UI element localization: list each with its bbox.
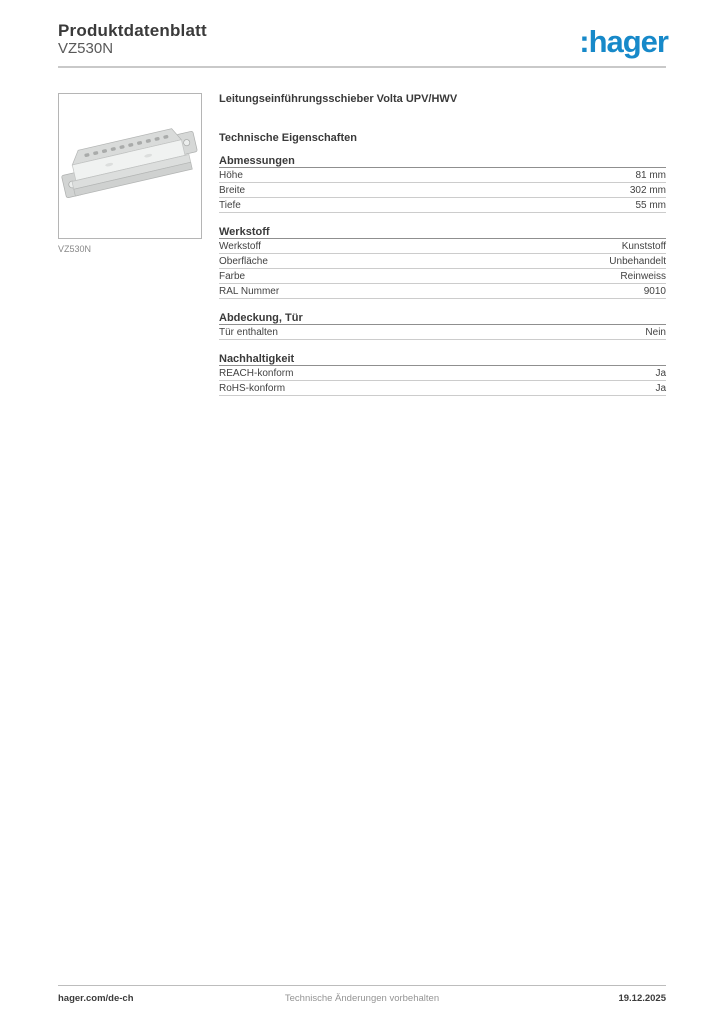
spec-value: 9010 [643, 285, 666, 297]
table-row [219, 284, 666, 299]
table-row [219, 269, 666, 284]
spec-section [219, 354, 666, 396]
spec-label: Werkstoff [219, 240, 261, 252]
product-image-frame [58, 93, 202, 239]
section-rows [219, 366, 666, 396]
spec-value: Kunststoff [621, 240, 666, 252]
product-title: Leitungseinführungsschieber Volta UPV/HWV [219, 93, 458, 105]
table-row [219, 198, 666, 213]
table-row [219, 239, 666, 254]
spec-value: 55 mm [635, 199, 666, 211]
section-rows [219, 325, 666, 340]
tech-properties-heading: Technische Eigenschaften [219, 132, 357, 144]
table-row [219, 325, 666, 340]
table-row [219, 366, 666, 381]
hager-logo: :hager [579, 24, 668, 59]
spec-label: Breite [219, 184, 246, 196]
spec-value: Ja [655, 367, 666, 379]
spec-section [219, 156, 666, 213]
footer-divider [58, 985, 666, 986]
section-title: Abdeckung, Tür [219, 313, 666, 325]
section-title: Werkstoff [219, 227, 666, 239]
spec-column [219, 93, 666, 396]
spec-section [219, 313, 666, 340]
product-photo-icon [60, 104, 200, 224]
spec-sections [219, 156, 666, 396]
header-divider [58, 66, 666, 68]
spec-value: Reinweiss [620, 270, 666, 282]
spec-label: Oberfläche [219, 255, 268, 267]
footer-website-link[interactable]: hager.com/de-ch [58, 993, 134, 1004]
spec-section [219, 227, 666, 299]
section-title: Nachhaltigkeit [219, 354, 666, 366]
table-row [219, 254, 666, 269]
table-row [219, 381, 666, 396]
spec-label: Höhe [219, 169, 243, 181]
doc-type-title: Produktdatenblatt [58, 21, 207, 40]
section-rows [219, 239, 666, 299]
section-title: Abmessungen [219, 156, 666, 168]
spec-label: RoHS-konform [219, 382, 286, 394]
section-rows [219, 168, 666, 213]
footer-notice: Technische Änderungen vorbehalten [284, 993, 440, 1004]
spec-value: Ja [655, 382, 666, 394]
spec-label: Farbe [219, 270, 246, 282]
spec-label: Tür enthalten [219, 326, 278, 338]
spec-value: 302 mm [629, 184, 666, 196]
footer-date: 19.12.2025 [618, 993, 666, 1004]
product-code: VZ530N [58, 40, 114, 57]
spec-label: REACH-konform [219, 367, 294, 379]
spec-label: RAL Nummer [219, 285, 280, 297]
product-image-caption: VZ530N [58, 244, 92, 254]
table-row [219, 183, 666, 198]
spec-value: Nein [645, 326, 666, 338]
spec-label: Tiefe [219, 199, 241, 211]
table-row [219, 168, 666, 183]
spec-value: 81 mm [635, 169, 666, 181]
spec-value: Unbehandelt [609, 255, 666, 267]
